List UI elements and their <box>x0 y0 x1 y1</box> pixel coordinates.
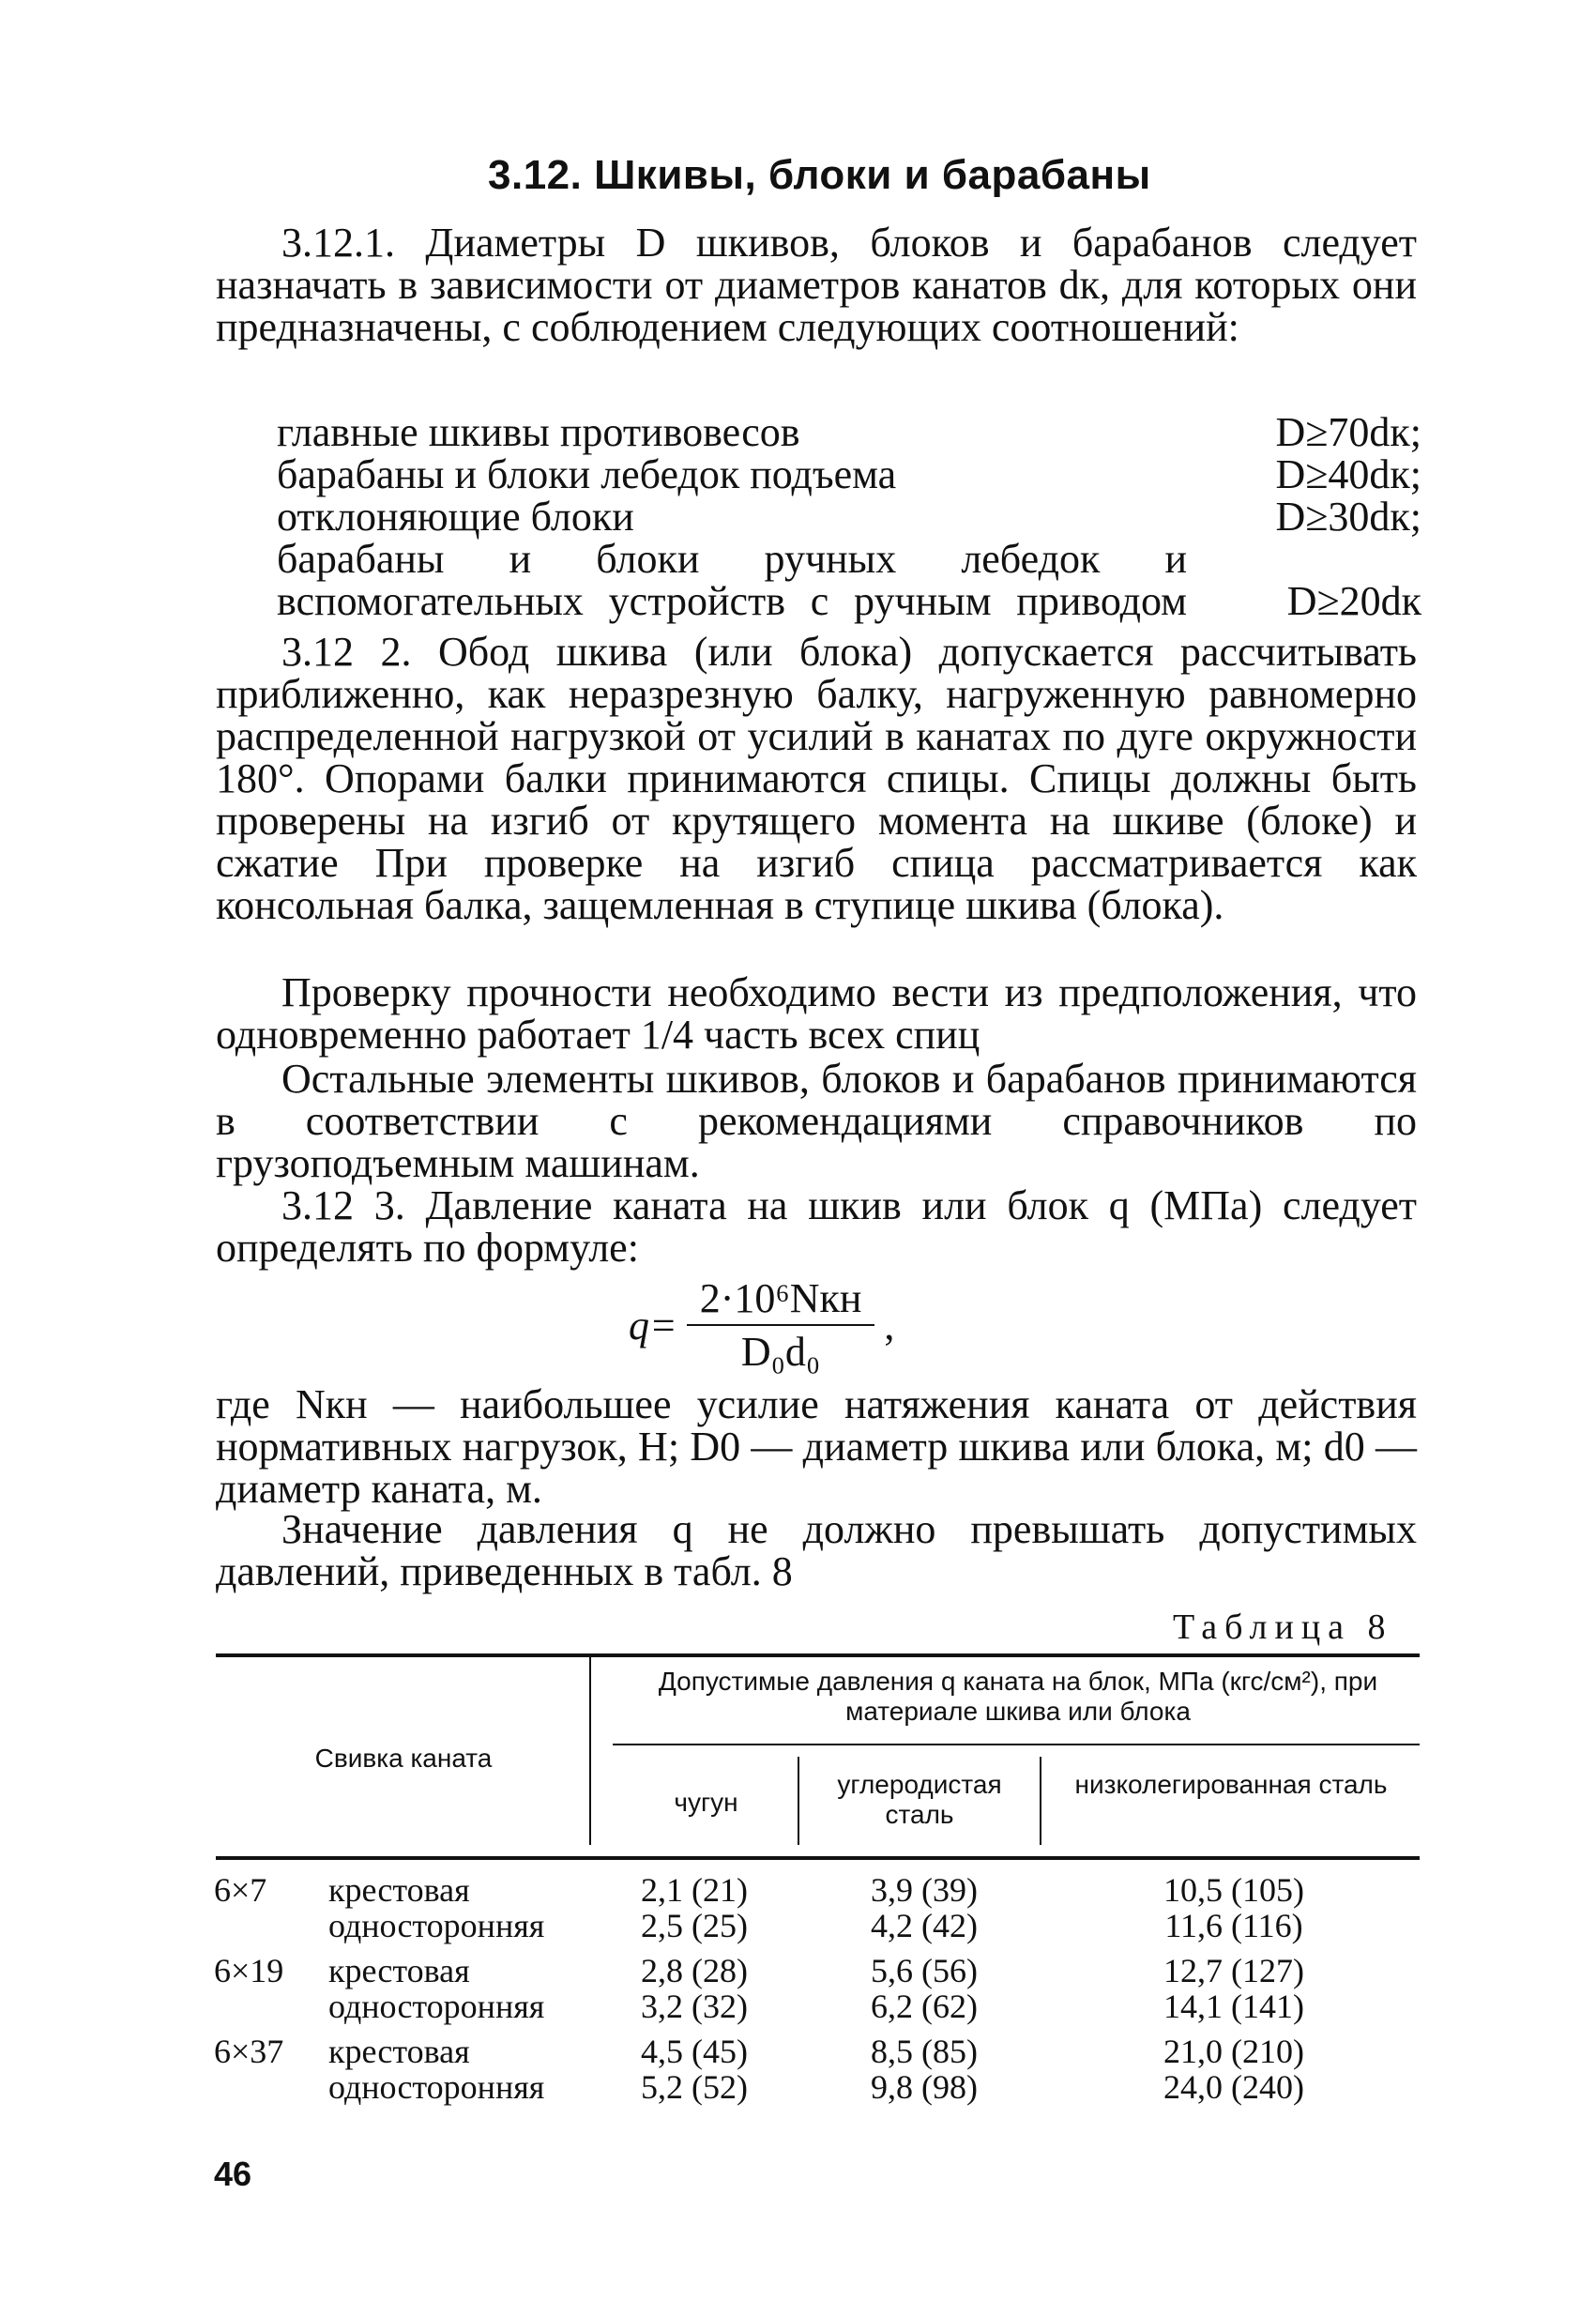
table-cell-lay: крестовая <box>328 2033 470 2070</box>
paragraph-3-12-1: 3.12.1. Диаметры D шкивов, блоков и барабанов следует назначать в зависимости от диаметров канатов dк, для которых они предназначены, с соблюдением следующих соотношений: <box>216 220 1417 350</box>
pressure-formula <box>629 1274 894 1376</box>
table-cell-value: 12,7 (127) <box>1163 1952 1304 1989</box>
table-header-rope-lay: Свивка каната <box>314 1744 493 1773</box>
table-cell-lay: крестовая <box>328 1952 470 1989</box>
ratio-value: D≥20dк <box>1286 578 1421 624</box>
ratio-row <box>277 453 1421 495</box>
table-header-pressure-group: Допустимые давления q каната на блок, МПа (кгс/см²), при материале шкива или блока <box>658 1667 1378 1726</box>
table-cell-value: 21,0 (210) <box>1163 2033 1304 2070</box>
table-subheader-rule <box>613 1744 1420 1745</box>
table-cell-value: 24,0 (240) <box>1163 2068 1304 2106</box>
table-cell-value: 3,9 (39) <box>871 1871 978 1909</box>
table-cell-value: 11,6 (116) <box>1164 1907 1303 1944</box>
table-caption: Таблица 8 <box>1173 1607 1393 1647</box>
table-cell-value: 9,8 (98) <box>871 2068 978 2106</box>
table-cell-lay: крестовая <box>328 1871 470 1909</box>
paragraph-3-12-2: 3.12 2. Обод шкива (или блока) допускается рассчитывать приближенно, как неразрезную балку, нагруженную равномерно распределенной нагрузкой от усилий в канатах по дуге окружности 180°. Опорами балки принимаются спицы. Спицы должны быть проверены на изгиб от крутящего момента на шкиве (блоке) и сжатие При проверке на изгиб спица рассматривается как консольная балка, защемленная в ступице шкива (блока). <box>216 629 1417 928</box>
formula-numerator: 2·10⁶Nкн <box>687 1274 875 1326</box>
table-cell-value: 2,5 (25) <box>641 1907 748 1944</box>
paragraph-3-12-3: 3.12 3. Давление каната на шкив или блок q (МПа) следует определять по формуле: <box>216 1182 1417 1271</box>
page-number: 46 <box>214 2155 252 2193</box>
table-header-bottom-rule <box>216 1856 1420 1860</box>
table-cell-lay: односторонняя <box>328 1988 545 2025</box>
table-cell-value: 14,1 (141) <box>1163 1988 1304 2025</box>
table-cell-rope-type: 6×7 <box>214 1871 267 1909</box>
table-cell-rope-type: 6×37 <box>214 2033 284 2070</box>
ratio-value: D≥70dк; <box>1275 409 1421 455</box>
ratio-value: D≥30dк; <box>1275 494 1421 540</box>
paragraph-formula-legend: где Nкн — наибольшее усилие натяжения каната от действия нормативных нагрузок, Н; D0 — диаметр шкива или блока, м; d0 — диаметр каната, м. <box>216 1381 1417 1512</box>
paragraph-strength-check: Проверку прочности необходимо вести из предположения, что одновременно работает 1/4 часть всех спиц <box>216 969 1417 1058</box>
table-cell-value: 10,5 (105) <box>1163 1871 1304 1909</box>
table-subheader-low-alloy-steel: низколегированная сталь <box>1074 1770 1388 1799</box>
ratio-value: D≥40dк; <box>1275 451 1421 497</box>
formula-trailing-comma: , <box>884 1302 895 1348</box>
ratio-label: барабаны и блоки ручных лебедок и вспомогательных устройств с ручным приводом <box>277 536 1187 624</box>
table-cell-value: 5,2 (52) <box>641 2068 748 2106</box>
ratio-label: главные шкивы противовесов <box>277 409 800 455</box>
table-cell-value: 8,5 (85) <box>871 2033 978 2070</box>
formula-denominator: D₀d₀ <box>740 1329 821 1375</box>
table-cell-value: 4,5 (45) <box>641 2033 748 2070</box>
ratio-label: отклоняющие блоки <box>277 494 634 540</box>
paragraph-other-elements: Остальные элементы шкивов, блоков и барабанов принимаются в соответствии с рекомендациями справочников по грузоподъемным машинам. <box>216 1056 1417 1186</box>
table-cell-value: 5,6 (56) <box>871 1952 978 1989</box>
table-cell-lay: односторонняя <box>328 2068 545 2106</box>
ratio-label: барабаны и блоки лебедок подъема <box>277 451 897 497</box>
formula-lhs: q= <box>629 1302 677 1348</box>
table-vertical-divider <box>1040 1757 1041 1845</box>
table-subheader-cast-iron: чугун <box>674 1788 738 1817</box>
ratio-row <box>277 538 1421 622</box>
table-cell-value: 2,8 (28) <box>641 1952 748 1989</box>
table-top-rule <box>216 1653 1420 1657</box>
diameter-ratio-list <box>277 411 1421 622</box>
table-cell-rope-type: 6×19 <box>214 1952 284 1989</box>
table-cell-lay: односторонняя <box>328 1907 545 1944</box>
table-vertical-divider <box>798 1757 799 1845</box>
ratio-row <box>277 495 1421 538</box>
ratio-row <box>277 411 1421 453</box>
formula-fraction <box>687 1274 875 1376</box>
paragraph-pressure-limit: Значение давления q не должно превышать допустимых давлений, приведенных в табл. 8 <box>216 1506 1417 1594</box>
table-cell-value: 6,2 (62) <box>871 1988 978 2025</box>
table-cell-value: 2,1 (21) <box>641 1871 748 1909</box>
table-subheader-carbon-steel: углеродистая сталь <box>837 1770 1002 1829</box>
section-heading: 3.12. Шкивы, блоки и барабаны <box>488 152 1151 198</box>
table-cell-value: 4,2 (42) <box>871 1907 978 1944</box>
table-vertical-divider <box>589 1657 591 1845</box>
table-cell-value: 3,2 (32) <box>641 1988 748 2025</box>
